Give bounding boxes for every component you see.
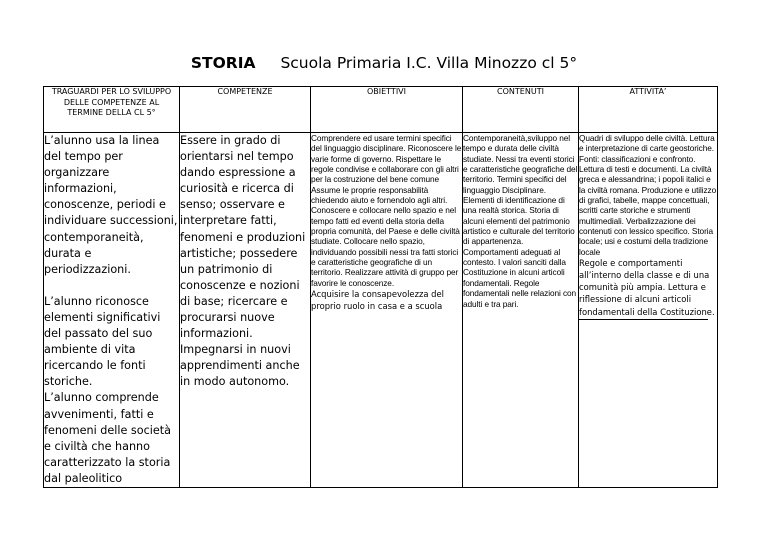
obiettivi-extra: Acquisire la consapevolezza del proprio ruolo in casa e a scuola bbox=[311, 289, 444, 312]
traguardi-para-1: L’alunno usa la linea del tempo per organizzare informazioni, conoscenze, periodi e individuare successioni, contemporaneità, durata e periodizzazioni. bbox=[44, 134, 178, 276]
header-row bbox=[44, 87, 718, 133]
contenuti-cell bbox=[463, 133, 579, 488]
content-row bbox=[44, 133, 718, 488]
subject-title: STORIA bbox=[190, 54, 256, 72]
traguardi-para-2: L’alunno riconosce elementi significativi del passato del suo ambiente di vita ricercando le fonti storiche. bbox=[44, 294, 161, 389]
curriculum-table bbox=[43, 86, 718, 488]
school-title: Scuola Primaria I.C. Villa Minozzo cl 5° bbox=[280, 54, 578, 72]
obiettivi-cell bbox=[311, 133, 463, 488]
attivita-extra: Regole e comportamenti all’interno della classe e di una comunità più ampia. Lettura e riflessione di alcuni articoli fondamentali della Costituzione. bbox=[579, 258, 715, 317]
attivita-text: Quadri di sviluppo delle civiltà. Lettura e interpretazione di carte geostoriche. Fonti: classificazioni e confronto. Lettura di testi e documenti. La civiltà greca e alessandrina; i popoli italici e la civiltà romana. Produzione e utilizzo di grafici, tabelle, mappe concettuali, scritti carte storiche e strumenti multimediali. Verbalizzazione dei contenuti con lessico specifico. Storia locale; usi e costumi della tradizione locale bbox=[579, 133, 717, 257]
traguardi-cell bbox=[44, 133, 180, 488]
competenze-cell bbox=[180, 133, 311, 488]
competenze-text: Essere in grado di orientarsi nel tempo dando espressione a curiosità e ricerca di senso; osservare e interpretare fatti, fenomeni e produzioni artistiche; possedere un patrimonio di conoscenze e nozioni di base; ricercare e procurarsi nuove informazioni. Impegnarsi in nuovi apprendimenti anche in modo autonomo. bbox=[180, 134, 306, 389]
header-attivita: ATTIVITA’ bbox=[579, 87, 718, 133]
contenuti-text: Contemporaneità,sviluppo nel tempo e durata delle civiltà studiate. Nessi tra eventi storici e caratteristiche geografiche del territorio. Termini specifici del linguaggio Disciplinare. Elementi di identificazione di una realtà storica. Storia di alcuni elementi del patrimonio artistico e culturale del territorio di appartenenza. Comportamenti adeguati al contesto. I valori sanciti dalla Costituzione in alcuni articoli fondamentali. Regole fondamentali nelle relazioni con adulti e tra pari. bbox=[463, 133, 578, 309]
header-contenuti: CONTENUTI bbox=[463, 87, 579, 133]
header-obiettivi: OBIETTIVI bbox=[311, 87, 463, 133]
traguardi-para-3: L’alunno comprende avvenimenti, fatti e fenomeni delle società e civiltà che hanno caratterizzato la storia dal paleolitico bbox=[44, 391, 171, 485]
obiettivi-text: Comprendere ed usare termini specifici del linguaggio disciplinare. Riconoscere le varie forme di governo. Rispettare le regole condivise e collaborare con gli altri per la costruzione del bene comune Assume le proprie responsabilità chiedendo aiuto e fornendolo agli altri. Conoscere e collocare nello spazio e nel tempo fatti ed eventi della storia della propria comunità, del Paese e delle civiltà studiate. Collocare nello spazio, individuando possibili nessi tra fatti storici e caratteristiche geografiche di un territorio. Realizzare attività di gruppo per favorire le conoscenze. bbox=[311, 133, 462, 288]
header-traguardi: TRAGUARDI PER LO SVILUPPO DELLE COMPETENZE AL TERMINE DELLA CL 5° bbox=[44, 87, 180, 133]
header-competenze: COMPETENZE bbox=[180, 87, 311, 133]
page-title bbox=[0, 54, 768, 72]
underline-divider bbox=[579, 319, 708, 320]
attivita-cell bbox=[579, 133, 718, 488]
